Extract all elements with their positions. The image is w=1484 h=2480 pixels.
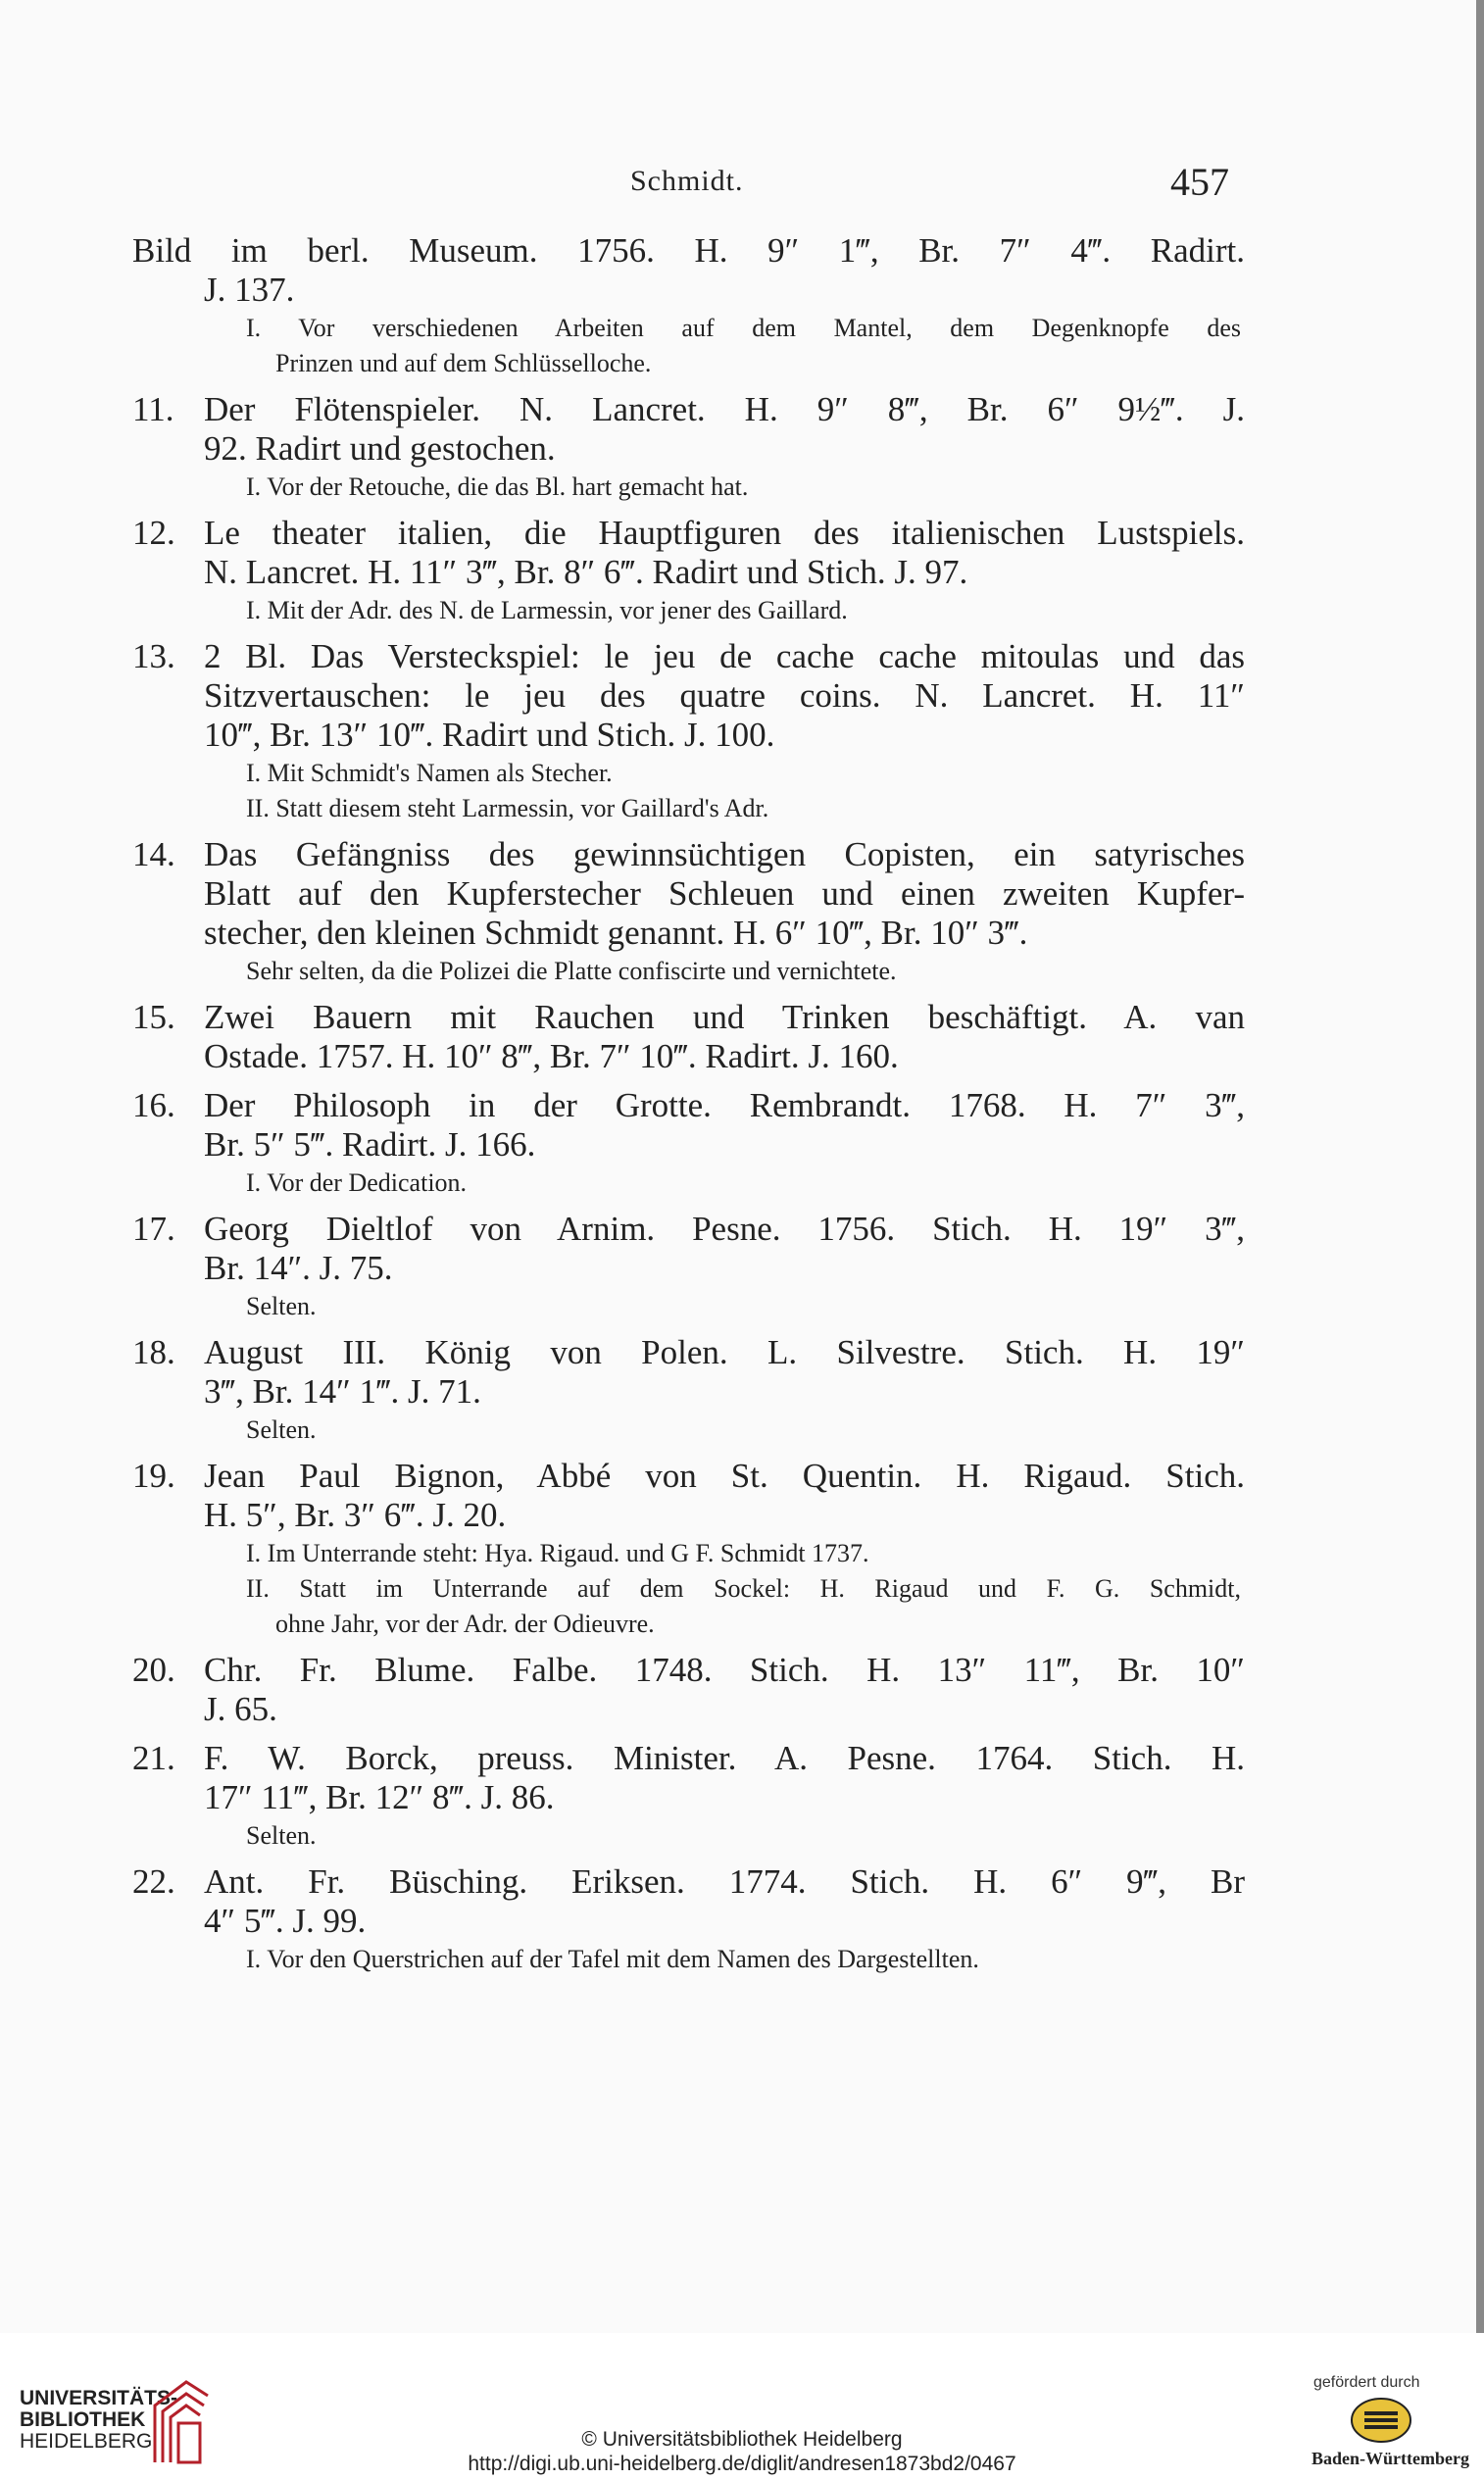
entry-text: 17″ 11‴, Br. 12″ 8‴. J. 86.	[204, 1778, 555, 1816]
entry-continuation-line	[132, 676, 1245, 716]
entry-state-note: II. Statt im Unterrande auf dem Sockel: H. Rigaud und F. G. Schmidt,	[246, 1574, 1241, 1603]
entry-number: 14.	[132, 835, 175, 873]
entry-first-line	[132, 835, 1245, 874]
page-edge-shadow	[1476, 0, 1484, 2333]
entry-state-note: Selten.	[246, 1292, 317, 1320]
entry-first-line	[132, 1333, 1245, 1372]
entry-text: stecher, den kleinen Schmidt genannt. H. 6″ 10‴, Br. 10″ 3‴.	[204, 914, 1028, 952]
entry-state-note: I. Vor verschiedenen Arbeiten auf dem Mantel, dem Degenknopfe des	[246, 314, 1241, 342]
entry-text: 3‴, Br. 14″ 1‴. J. 71.	[204, 1372, 481, 1411]
entry-number: 16.	[132, 1086, 175, 1124]
page-header	[0, 160, 1484, 214]
entry-first-line	[132, 514, 1245, 553]
entry-state-note: Selten.	[246, 1821, 317, 1850]
entry-text: August III. König von Polen. L. Silvestre. Stich. H. 19″	[204, 1333, 1245, 1371]
entry-state-note: Selten.	[246, 1415, 317, 1444]
catalogue-text	[132, 231, 1245, 1976]
entry-text: 92. Radirt und gestochen.	[204, 429, 556, 468]
catalogue-entry	[132, 1739, 1245, 1853]
entry-text: J. 65.	[204, 1690, 277, 1728]
catalogue-entry	[132, 1651, 1245, 1729]
entry-first-line	[132, 637, 1245, 676]
entry-number: 13.	[132, 637, 175, 675]
entry-text: J. 137.	[204, 271, 295, 309]
entry-text: Chr. Fr. Blume. Falbe. 1748. Stich. H. 13″ 11‴, Br. 10″	[204, 1651, 1245, 1689]
copyright-text: © Universitätsbibliothek Heidelberg	[581, 2428, 903, 2451]
footer-bar	[0, 2333, 1484, 2480]
library-name-line2: BIBLIOTHEK	[20, 2408, 146, 2431]
entry-continuation-line	[132, 1125, 1245, 1165]
entry-number: 20.	[132, 1651, 175, 1689]
catalogue-entry	[132, 637, 1245, 825]
entry-first-line	[132, 1457, 1245, 1496]
entry-first-line	[132, 1086, 1245, 1125]
entry-text: Le theater italien, die Hauptfiguren des italienischen Lustspiels.	[204, 514, 1245, 552]
entry-state-note: ohne Jahr, vor der Adr. der Odieuvre.	[275, 1610, 655, 1638]
entry-number: 21.	[132, 1739, 175, 1777]
entry-continuation-line	[132, 1037, 1245, 1076]
entry-text: Ant. Fr. Büsching. Eriksen. 1774. Stich. H. 6″ 9‴, Br	[204, 1862, 1245, 1901]
entry-continuation-line	[132, 429, 1245, 469]
entry-continuation-line	[132, 1249, 1245, 1288]
catalogue-entry	[132, 1862, 1245, 1976]
page-number: 457	[1170, 160, 1229, 204]
sponsor-name: Baden-Württemberg	[1311, 2449, 1469, 2468]
entry-state-note: I. Vor der Dedication.	[246, 1168, 468, 1197]
entry-text: Bild im berl. Museum. 1756. H. 9″ 1‴, Br. 7″ 4‴. Radirt.	[132, 231, 1245, 270]
entry-number: 11.	[132, 390, 174, 428]
entry-state-note: I. Vor den Querstrichen auf der Tafel mit dem Namen des Dargestellten.	[246, 1945, 979, 1973]
entry-continuation-line	[132, 1778, 1245, 1817]
entry-text: 2 Bl. Das Versteckspiel: le jeu de cache cache mitoulas und das	[204, 637, 1245, 675]
entry-text: Zwei Bauern mit Rauchen und Trinken beschäftigt. A. van	[204, 998, 1245, 1036]
entry-first-line	[132, 998, 1245, 1037]
entry-continuation-line	[132, 1690, 1245, 1729]
catalogue-entry	[132, 998, 1245, 1076]
entry-text: Br. 5″ 5‴. Radirt. J. 166.	[204, 1125, 536, 1164]
entry-number: 18.	[132, 1333, 175, 1371]
entry-continuation-line	[132, 1902, 1245, 1941]
copyright-block	[0, 2427, 1484, 2476]
entry-text: Der Flötenspieler. N. Lancret. H. 9″ 8‴, Br. 6″ 9½‴. J.	[204, 390, 1245, 428]
entry-first-line	[132, 1862, 1245, 1902]
entry-number: 17.	[132, 1210, 175, 1248]
entry-number: 22.	[132, 1862, 175, 1901]
entry-text: Der Philosoph in der Grotte. Rembrandt. 1768. H. 7″ 3‴,	[204, 1086, 1245, 1124]
entry-continuation-line	[132, 716, 1245, 755]
entry-first-line	[132, 1651, 1245, 1690]
entry-text: Das Gefängniss des gewinnsüchtigen Copisten, ein satyrisches	[204, 835, 1245, 873]
library-name-line3: HEIDELBERG	[20, 2430, 153, 2453]
catalogue-entry	[132, 1333, 1245, 1447]
entry-state-note: I. Mit der Adr. des N. de Larmessin, vor jener des Gaillard.	[246, 596, 848, 624]
entry-text: Georg Dieltlof von Arnim. Pesne. 1756. Stich. H. 19″ 3‴,	[204, 1210, 1245, 1248]
permalink-url[interactable]: http://digi.ub.uni-heidelberg.de/diglit/andresen1873bd2/0467	[468, 2453, 1016, 2475]
entry-text: H. 5″, Br. 3″ 6‴. J. 20.	[204, 1496, 507, 1534]
running-title: Schmidt.	[630, 165, 744, 197]
catalogue-entry	[132, 1457, 1245, 1641]
entry-continuation-line	[132, 1372, 1245, 1412]
entry-first-line	[132, 390, 1245, 429]
entry-number: 15.	[132, 998, 175, 1036]
entry-continuation-line	[132, 874, 1245, 914]
entry-text: 4″ 5‴. J. 99.	[204, 1902, 367, 1940]
catalogue-entry	[132, 231, 1245, 380]
entry-first-line	[132, 1739, 1245, 1778]
catalogue-entry	[132, 514, 1245, 627]
entry-text: Blatt auf den Kupferstecher Schleuen und einen zweiten Kupfer-	[204, 874, 1245, 913]
entry-first-line	[132, 231, 1245, 271]
entry-state-note: I. Im Unterrande steht: Hya. Rigaud. und G F. Schmidt 1737.	[246, 1539, 869, 1567]
entry-continuation-line	[132, 271, 1245, 310]
sponsor-label: gefördert durch	[1313, 2374, 1420, 2391]
baden-wuerttemberg-crest-icon	[1347, 2396, 1415, 2445]
entry-state-note: II. Statt diesem steht Larmessin, vor Gaillard's Adr.	[246, 794, 769, 822]
entry-first-line	[132, 1210, 1245, 1249]
catalogue-entry	[132, 390, 1245, 504]
entry-text: 10‴, Br. 13″ 10‴. Radirt und Stich. J. 100.	[204, 716, 775, 754]
catalogue-entry	[132, 835, 1245, 988]
entry-state-note: Sehr selten, da die Polizei die Platte confiscirte und vernichtete.	[246, 957, 897, 985]
catalogue-entry	[132, 1086, 1245, 1200]
entry-state-note: I. Vor der Retouche, die das Bl. hart gemacht hat.	[246, 472, 749, 501]
entry-state-note: I. Mit Schmidt's Namen als Stecher.	[246, 759, 613, 787]
catalogue-entry	[132, 1210, 1245, 1323]
entry-text: Ostade. 1757. H. 10″ 8‴, Br. 7″ 10‴. Radirt. J. 160.	[204, 1037, 899, 1075]
library-name-line1: UNIVERSITÄTS-	[20, 2387, 178, 2409]
entry-text: F. W. Borck, preuss. Minister. A. Pesne. 1764. Stich. H.	[204, 1739, 1245, 1777]
entry-number: 12.	[132, 514, 175, 552]
entry-text: N. Lancret. H. 11″ 3‴, Br. 8″ 6‴. Radirt und Stich. J. 97.	[204, 553, 968, 591]
entry-continuation-line	[132, 553, 1245, 592]
entry-text: Br. 14″. J. 75.	[204, 1249, 393, 1287]
entry-text: Sitzvertauschen: le jeu des quatre coins. N. Lancret. H. 11″	[204, 676, 1245, 715]
entry-state-note: Prinzen und auf dem Schlüsselloche.	[275, 349, 652, 377]
entry-continuation-line	[132, 914, 1245, 953]
entry-continuation-line	[132, 1496, 1245, 1535]
entry-number: 19.	[132, 1457, 175, 1495]
entry-text: Jean Paul Bignon, Abbé von St. Quentin. H. Rigaud. Stich.	[204, 1457, 1245, 1495]
